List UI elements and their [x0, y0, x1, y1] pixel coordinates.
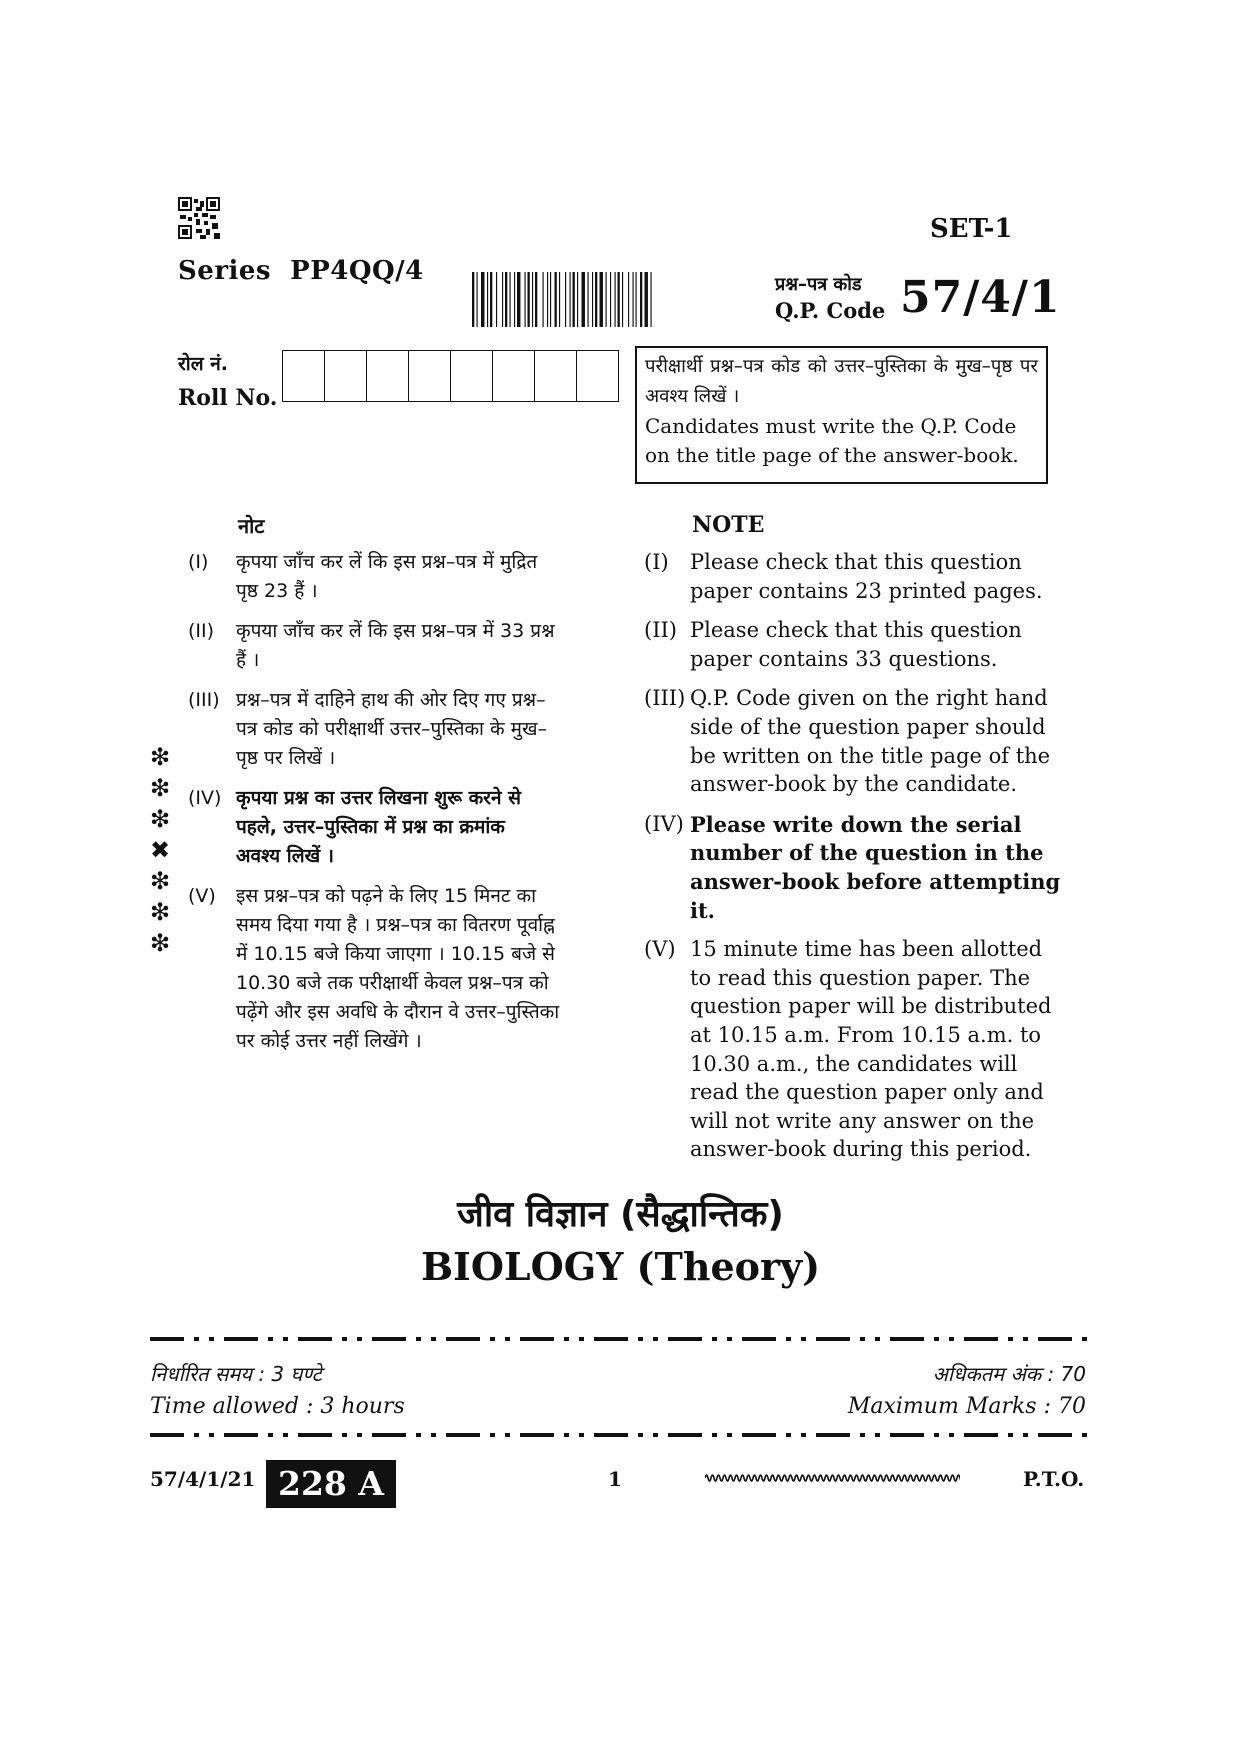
note-item-number: (V) [644, 937, 676, 962]
note-item-line: कृपया जाँच कर लें कि इस प्रश्न–पत्र में 33 प्रश्न [236, 620, 555, 642]
note-item-line: 10.30 बजे तक परीक्षार्थी केवल प्रश्न–पत्र को [236, 972, 549, 994]
note-item-line: अवश्य लिखें । [236, 845, 334, 867]
note-item-number: (IV) [188, 787, 222, 809]
note-item-line: कृपया जाँच कर लें कि इस प्रश्न–पत्र में मुद्रित [236, 551, 538, 573]
note-item-number: (I) [644, 550, 669, 574]
note-item-number: (I) [188, 551, 209, 573]
dash-dot-rule-bottom [150, 1432, 1090, 1438]
notes-english-column [644, 548, 1084, 1168]
note-item-line: कृपया प्रश्न का उत्तर लिखना शुरू करने से [236, 787, 521, 809]
subject-title: BIOLOGY (Theory) [420, 1244, 821, 1289]
time-allowed: Time allowed : 3 hours [150, 1394, 405, 1419]
set-label: SET-1 [930, 214, 1013, 244]
note-item-line: to read this question paper. The [690, 965, 1031, 990]
note-item-line: 10.30 a.m., the candidates will [690, 1051, 1018, 1076]
note-item-line: पृष्ठ 23 हैं । [236, 580, 318, 602]
asterisk-symbol-icon: ❇ [149, 805, 171, 833]
asterisk-symbol-icon: ❇ [149, 743, 171, 771]
note-item-line: number of the question in the [690, 840, 1044, 866]
qp-code-notice-line-2: on the title page of the answer-book. [645, 443, 1019, 467]
note-item-line: पढ़ेंगे और इस अवधि के दौरान वे उत्तर–पुस्तिका [236, 1001, 560, 1023]
note-item-line: answer-book before attempting [690, 868, 1061, 894]
note-item-line: हैं । [236, 649, 260, 671]
note-item-line: question paper will be distributed [690, 994, 1052, 1019]
roll-number-box[interactable] [367, 351, 409, 401]
roll-number-box[interactable] [493, 351, 535, 401]
note-item-line: paper contains 23 printed pages. [690, 578, 1043, 603]
asterisk-symbol-icon: ❇ [149, 774, 171, 802]
qp-code-value: 57/4/1 [900, 272, 1061, 323]
note-title: NOTE [692, 512, 765, 538]
asterisk-symbol-icon: ❇ [149, 867, 171, 895]
note-item-line: पत्र कोड को परीक्षार्थी उत्तर–पुस्तिका के मुख– [236, 718, 548, 740]
roll-label-hindi: रोल नं. [178, 353, 228, 375]
note-title-hindi: नोट [238, 514, 265, 538]
time-allowed-hindi: निर्धारित समय : 3 घण्टे [150, 1362, 322, 1386]
barcode-icon [472, 272, 718, 327]
margin-symbols [146, 742, 174, 959]
pto-label: P.T.O. [1023, 1467, 1085, 1491]
paper-number-badge: 228 A [266, 1460, 396, 1508]
note-item-number: (II) [188, 620, 215, 642]
note-item-line: paper contains 33 questions. [690, 646, 998, 671]
page-number: 1 [608, 1467, 622, 1491]
asterisk-symbol-icon: ❇ [149, 898, 171, 926]
note-item-line: will not write any answer on the [690, 1108, 1035, 1133]
roll-number-box[interactable] [577, 351, 619, 401]
footer-paper-code: 57/4/1/21 [150, 1467, 256, 1491]
note-item-line: 15 minute time has been allotted [690, 937, 1043, 962]
roll-number-box[interactable] [451, 351, 493, 401]
roll-number-box[interactable] [325, 351, 367, 401]
roll-number-box[interactable] [283, 351, 325, 401]
squiggle-line-icon [705, 1470, 960, 1486]
note-item-line: answer-book during this period. [690, 1137, 1032, 1162]
note-item-line: be written on the title page of the [690, 743, 1051, 768]
note-item-line: Please write down the serial [690, 811, 1022, 837]
maximum-marks-hindi: अधिकतम अंक : 70 [932, 1362, 1086, 1386]
note-item-number: (II) [644, 618, 677, 643]
qp-code-notice-box [635, 346, 1048, 484]
notes-hindi-column [188, 548, 628, 1148]
roll-label: Roll No. [178, 385, 278, 411]
note-item-line: it. [690, 897, 715, 923]
note-item-line: Q.P. Code given on the right hand [690, 686, 1048, 711]
roll-number-boxes[interactable] [282, 350, 619, 402]
note-item-number: (V) [188, 885, 216, 907]
note-item-number: (III) [644, 686, 686, 711]
qp-code-notice-hindi: परीक्षार्थी प्रश्न–पत्र कोड को उत्तर–पुस्तिका के मुख–पृष्ठ पर अवश्य लिखें । [645, 356, 1038, 407]
qp-code-label: Q.P. Code [775, 298, 886, 323]
note-item-line: इस प्रश्न–पत्र को पढ़ने के लिए 15 मिनट का [236, 885, 537, 907]
qr-code-icon [178, 197, 220, 239]
note-item-line: पृष्ठ पर लिखें । [236, 747, 336, 769]
qp-code-notice-line-1: Candidates must write the Q.P. Code [645, 414, 1017, 438]
note-item-number: (III) [188, 689, 220, 711]
qp-code-label-hindi: प्रश्न–पत्र कोड [775, 274, 862, 295]
note-item-line: answer-book by the candidate. [690, 772, 1018, 797]
note-item-line: में 10.15 बजे किया जाएगा । 10.15 बजे से [236, 943, 556, 965]
note-item-line: प्रश्न–पत्र में दाहिने हाथ की ओर दिए गए प्रश्न– [236, 689, 546, 711]
note-item-line: Please check that this question [690, 550, 1022, 574]
note-item-line: Please check that this question [690, 618, 1022, 643]
dash-dot-rule-top [150, 1336, 1090, 1342]
roll-number-box[interactable] [535, 351, 577, 401]
note-item-line: at 10.15 a.m. From 10.15 a.m. to [690, 1022, 1042, 1047]
roll-number-box[interactable] [409, 351, 451, 401]
note-item-line: पहले, उत्तर–पुस्तिका में प्रश्न का क्रमांक [236, 816, 505, 838]
cross-symbol-icon: ✖ [149, 836, 171, 864]
subject-title-hindi: जीव विज्ञान (सैद्धान्तिक) [457, 1194, 784, 1235]
maximum-marks: Maximum Marks : 70 [847, 1394, 1086, 1419]
note-item-line: पर कोई उत्तर नहीं लिखेंगे । [236, 1030, 422, 1052]
note-item-line: side of the question paper should [690, 714, 1046, 739]
note-item-line: read the question paper only and [690, 1080, 1044, 1105]
asterisk-symbol-icon: ❇ [149, 929, 171, 957]
note-item-line: समय दिया गया है । प्रश्न–पत्र का वितरण पूर्वाह्न [236, 914, 555, 936]
series-code: Series PP4QQ/4 [178, 256, 424, 286]
note-item-number: (IV) [644, 811, 684, 836]
